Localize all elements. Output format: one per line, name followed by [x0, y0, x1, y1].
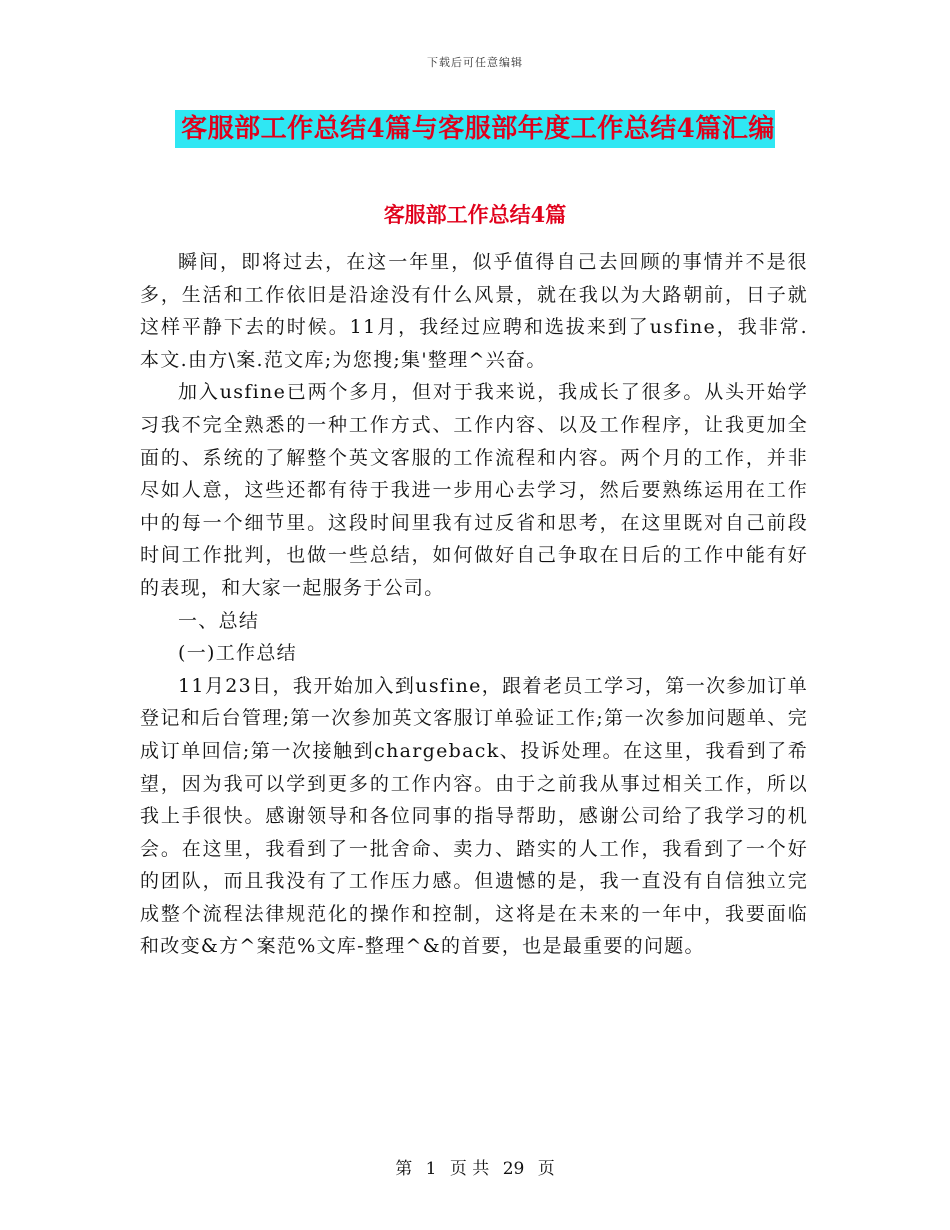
main-title-container [0, 110, 950, 148]
page-footer [0, 1154, 950, 1179]
footer-total-pages: 29 [502, 1159, 525, 1179]
footer-prefix: 第 [395, 1159, 413, 1179]
paragraph: 11月23日，我开始加入到usfine，跟着老员工学习，第一次参加订单登记和后台管理;第一次参加英文客服订单验证工作;第一次参加问题单、完成订单回信;第一次接触到chargeback、投诉处理。在这里，我看到了希望，因为我可以学到更多的工作内容。由于之前我从事过相关工作，所以我上手很快。感谢领导和各位同事的指导帮助，感谢公司给了我学习的机会。在这里，我看到了一批舍命、卖力、踏实的人工作，我看到了一个好的团队，而且我没有了工作压力感。但遗憾的是，我一直没有自信独立完成整个流程法律规范化的操作和控制，这将是在未来的一年中，我要面临和改变&方^案范%文库-整理^&的首要，也是最重要的问题。 [140, 674, 808, 958]
paragraph: 瞬间，即将过去，在这一年里，似乎值得自己去回顾的事情并不是很多，生活和工作依旧是沿途没有什么风景，就在我以为大路朝前，日子就这样平静下去的时候。11月，我经过应聘和选拔来到了usfine，我非常.本文.由方\案.范文库;为您搜;集'整理^兴奋。 [140, 251, 808, 371]
footer-suffix: 页 [537, 1159, 555, 1179]
document-body [140, 246, 808, 963]
document-title: 客服部工作总结4篇与客服部年度工作总结4篇汇编 [175, 110, 775, 148]
section-heading: 一、总结 [178, 609, 260, 632]
subsection-heading: (一)工作总结 [178, 642, 297, 665]
footer-middle: 页 共 [449, 1159, 490, 1179]
footer-page-number: 1 [425, 1159, 437, 1179]
section-title: 客服部工作总结4篇 [383, 202, 567, 227]
paragraph: 加入usfine已两个多月，但对于我来说，我成长了很多。从头开始学习我不完全熟悉的一种工作方式、工作内容、以及工作程序，让我更加全面的、系统的了解整个英文客服的工作流程和内容。两个月的工作，并非尽如人意，这些还都有待于我进一步用心去学习，然后要熟练运用在工作中的每一个细节里。这段时间里我有过反省和思考，在这里既对自己前段时间工作批判，也做一些总结，如何做好自己争取在日后的工作中能有好的表现，和大家一起服务于公司。 [140, 381, 808, 599]
page-header-note: 下载后可任意编辑 [427, 56, 523, 69]
